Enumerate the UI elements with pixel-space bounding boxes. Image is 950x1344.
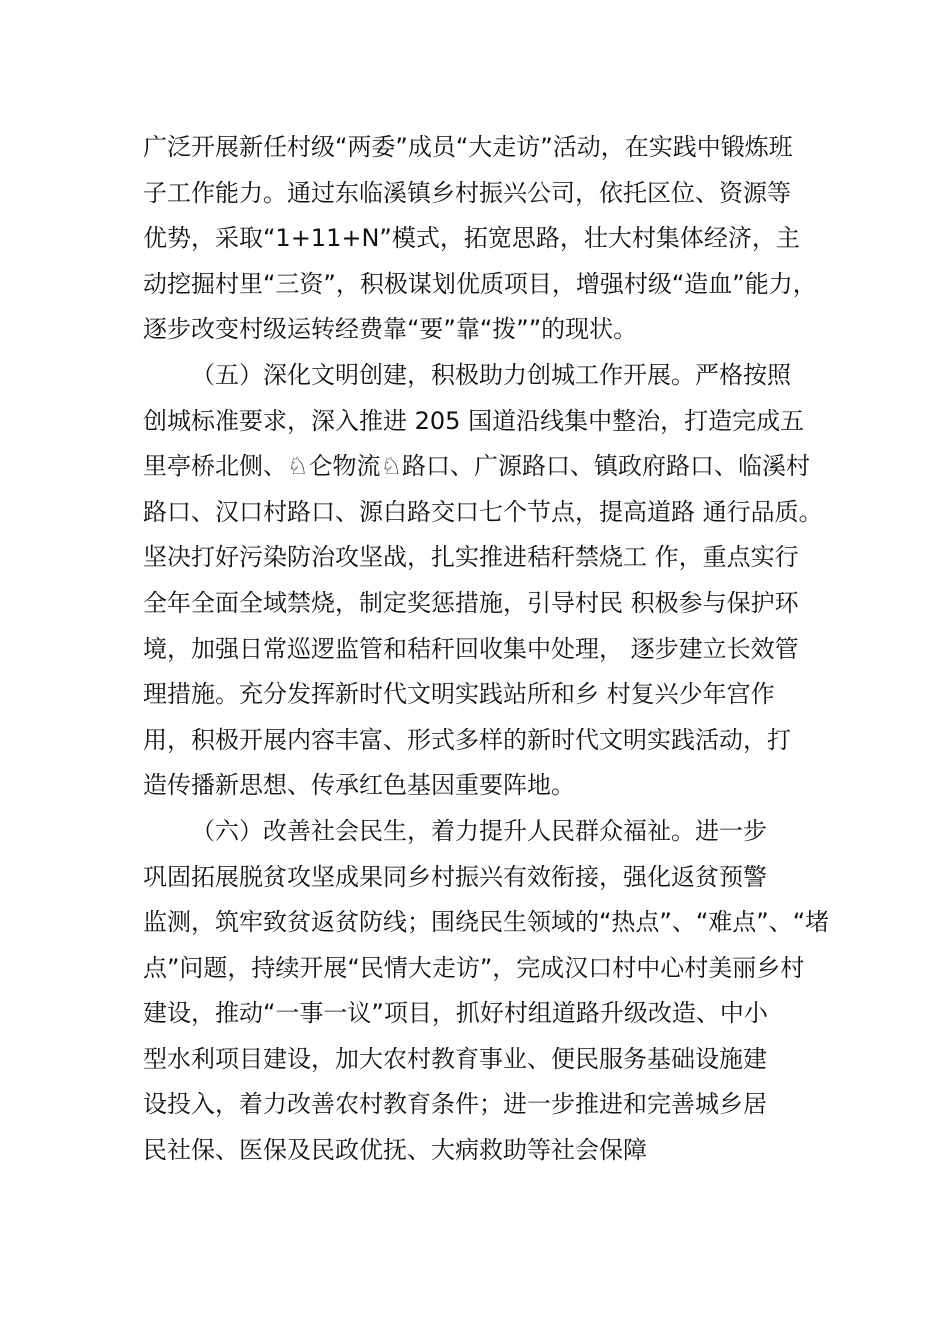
section-heading-6: （六）改善社会民生，着力提升人民群众福祉。进一步 [191, 816, 767, 845]
text-line: 建设，推动“一事一议”项目，抓好村组道路升级改造、中小 [143, 999, 768, 1028]
text-line: 创城标准要求，深入推进 205 国道沿线集中整治，打造完成五 [143, 406, 805, 435]
text-line: 广泛开展新任村级“两委”成员“大走访”活动，在实践中锻炼班 [143, 133, 793, 161]
text-line: 优势，采取“1+11+N”模式，拓宽思路，壮大村集体经济，主 [143, 224, 800, 253]
text-line: 子工作能力。通过东临溪镇乡村振兴公司，依托区位、资源等 [143, 178, 791, 207]
section-heading-5: （五）深化文明创建，积极助力创城工作开展。严格按照 [191, 360, 791, 389]
text-line: 动挖掘村里“三资”，积极谋划优质项目，增强村级“造血”能力， [143, 269, 817, 298]
text-line: 逐步改变村级运转经费靠“要”靠“拨””的现状。 [143, 315, 638, 344]
text-line: 点”问题，持续开展“民情大走访”，完成汉口村中心村美丽乡村 [143, 953, 805, 982]
text-line: 境，加强日常巡逻监管和秸秆回收集中处理， 逐步建立长效管 [143, 634, 799, 663]
text-line: 里亭桥北侧、♘仑物流♘路口、广源路口、镇政府路口、临溪村 [143, 452, 811, 481]
text-line: 民社保、医保及民政优抚、大病救助等社会保障 [143, 1136, 647, 1165]
text-line: 理措施。充分发挥新时代文明实践站所和乡 村复兴少年宫作 [143, 680, 775, 709]
text-line: 坚决打好污染防治攻坚战，扎实推进秸秆禁烧工 作，重点实行 [143, 543, 799, 572]
text-line: 监测，筑牢致贫返贫防线；围绕民生领域的“热点”、“难点”、“堵 [143, 908, 830, 937]
text-line: 造传播新思想、传承红色基因重要阵地。 [143, 771, 575, 800]
text-line: 用，积极开展内容丰富、形式多样的新时代文明实践活动，打 [143, 725, 791, 754]
text-line: 型水利项目建设，加大农村教育事业、便民服务基础设施建 [143, 1044, 767, 1073]
body-text [143, 125, 843, 1174]
text-line: 巩固拓展脱贫攻坚成果同乡村振兴有效衔接，强化返贫预警 [143, 862, 767, 891]
text-line: 全年全面全域禁烧，制定奖惩措施，引导村民 积极参与保护环 [143, 588, 799, 617]
text-line: 路口、汉口村路口、源白路交口七个节点，提高道路 通行品质。 [143, 497, 823, 526]
text-line: 设投入，着力改善农村教育条件；进一步推进和完善城乡居 [143, 1090, 767, 1119]
